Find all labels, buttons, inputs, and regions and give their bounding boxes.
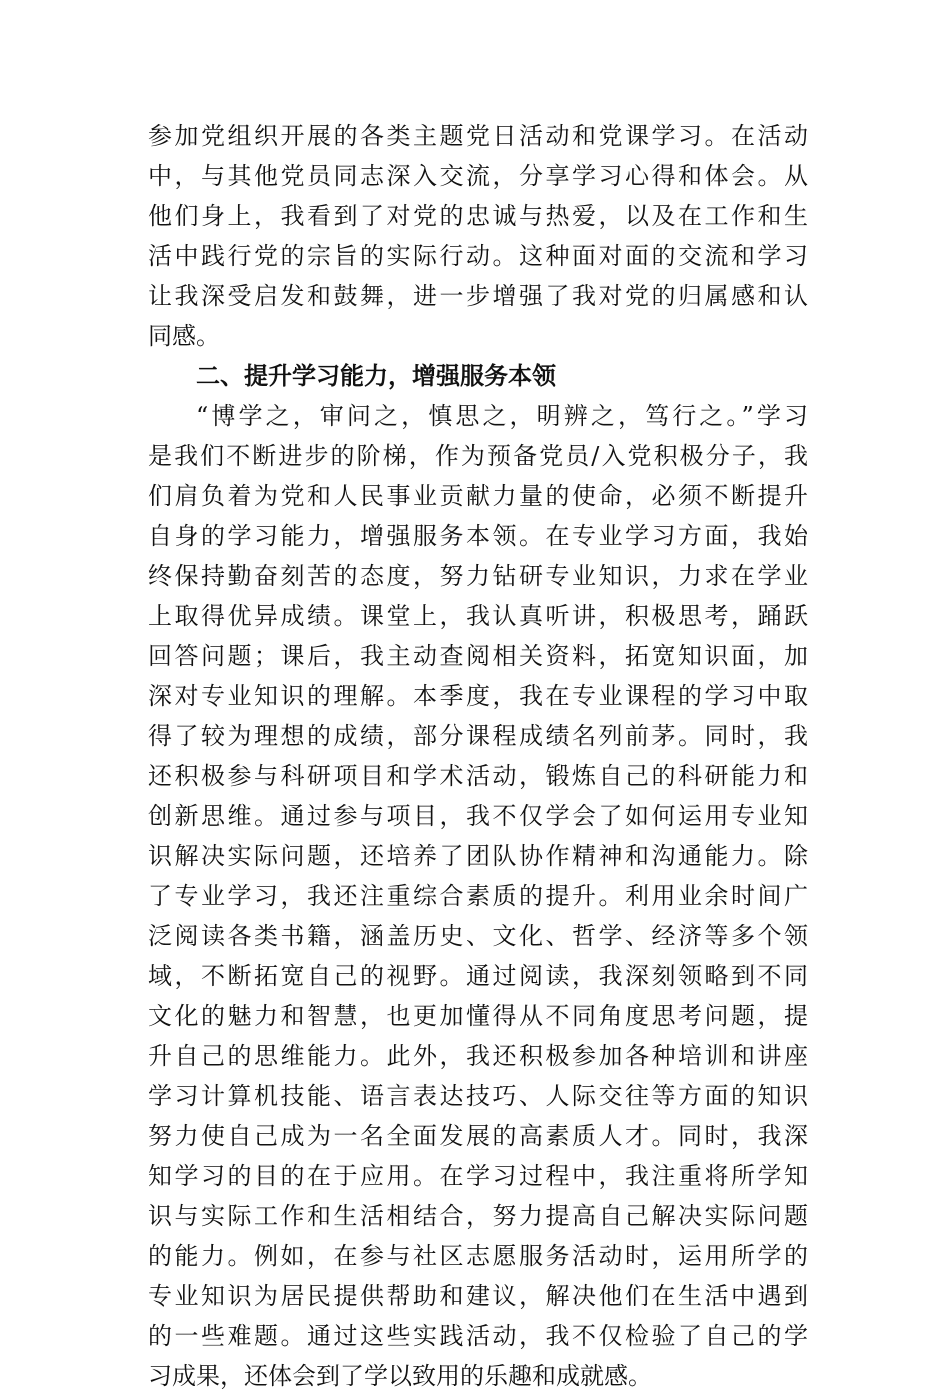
paragraph-line: 活中践行党的宗旨的实际行动。这种面对面的交流和学习: [148, 242, 808, 270]
paragraph-line: 让我深受启发和鼓舞，进一步增强了我对党的归属感和认: [148, 282, 808, 310]
paragraph-line: “博学之，审问之，慎思之，明辨之，笃行之。”学习: [196, 402, 808, 430]
paragraph-line: 习成果，还体会到了学以致用的乐趣和成就感。: [148, 1362, 652, 1390]
paragraph-line: 们肩负着为党和人民事业贡献力量的使命，必须不断提升: [148, 482, 808, 510]
paragraph-line: 识与实际工作和生活相结合，努力提高自己解决实际问题: [148, 1202, 808, 1230]
paragraph-line: 得了较为理想的成绩，部分课程成绩名列前茅。同时，我: [148, 722, 808, 750]
paragraph-line: 文化的魅力和智慧，也更加懂得从不同角度思考问题，提: [148, 1002, 808, 1030]
paragraph-line: 的一些难题。通过这些实践活动，我不仅检验了自己的学: [148, 1322, 808, 1350]
paragraph-line: 还积极参与科研项目和学术活动，锻炼自己的科研能力和: [148, 762, 808, 790]
paragraph-line: 同感。: [148, 322, 220, 350]
paragraph-line: 回答问题；课后，我主动查阅相关资料，拓宽知识面，加: [148, 642, 808, 670]
paragraph-learning-ability: [148, 396, 808, 1396]
paragraph-line: 努力使自己成为一名全面发展的高素质人才。同时，我深: [148, 1122, 808, 1150]
paragraph-line: 中，与其他党员同志深入交流，分享学习心得和体会。从: [148, 162, 808, 190]
paragraph-line: 是我们不断进步的阶梯，作为预备党员/入党积极分子，我: [148, 442, 808, 470]
paragraph-party-activities: [148, 116, 808, 356]
paragraph-line: 上取得优异成绩。课堂上，我认真听讲，积极思考，踊跃: [148, 602, 808, 630]
paragraph-line: 自身的学习能力，增强服务本领。在专业学习方面，我始: [148, 522, 808, 550]
paragraph-line: 他们身上，我看到了对党的忠诚与热爱，以及在工作和生: [148, 202, 808, 230]
paragraph-line: 域，不断拓宽自己的视野。通过阅读，我深刻领略到不同: [148, 962, 808, 990]
paragraph-line: 识解决实际问题，还培养了团队协作精神和沟通能力。除: [148, 842, 808, 870]
paragraph-line: 专业知识为居民提供帮助和建议，解决他们在生活中遇到: [148, 1282, 808, 1310]
paragraph-line: 的能力。例如，在参与社区志愿服务活动时，运用所学的: [148, 1242, 808, 1270]
paragraph-line: 参加党组织开展的各类主题党日活动和党课学习。在活动: [148, 122, 808, 150]
paragraph-line: 创新思维。通过参与项目，我不仅学会了如何运用专业知: [148, 802, 808, 830]
paragraph-line: 了专业学习，我还注重综合素质的提升。利用业余时间广: [148, 882, 808, 910]
document-body: [148, 116, 808, 1396]
paragraph-line: 知学习的目的在于应用。在学习过程中，我注重将所学知: [148, 1162, 808, 1190]
paragraph-line: 泛阅读各类书籍，涵盖历史、文化、哲学、经济等多个领: [148, 922, 808, 950]
paragraph-line: 学习计算机技能、语言表达技巧、人际交往等方面的知识: [148, 1082, 808, 1110]
paragraph-line: 终保持勤奋刻苦的态度，努力钻研专业知识，力求在学业: [148, 562, 808, 590]
section-heading: 二、提升学习能力，增强服务本领: [196, 362, 556, 390]
paragraph-line: 升自己的思维能力。此外，我还积极参加各种培训和讲座: [148, 1042, 808, 1070]
paragraph-line: 深对专业知识的理解。本季度，我在专业课程的学习中取: [148, 682, 808, 710]
